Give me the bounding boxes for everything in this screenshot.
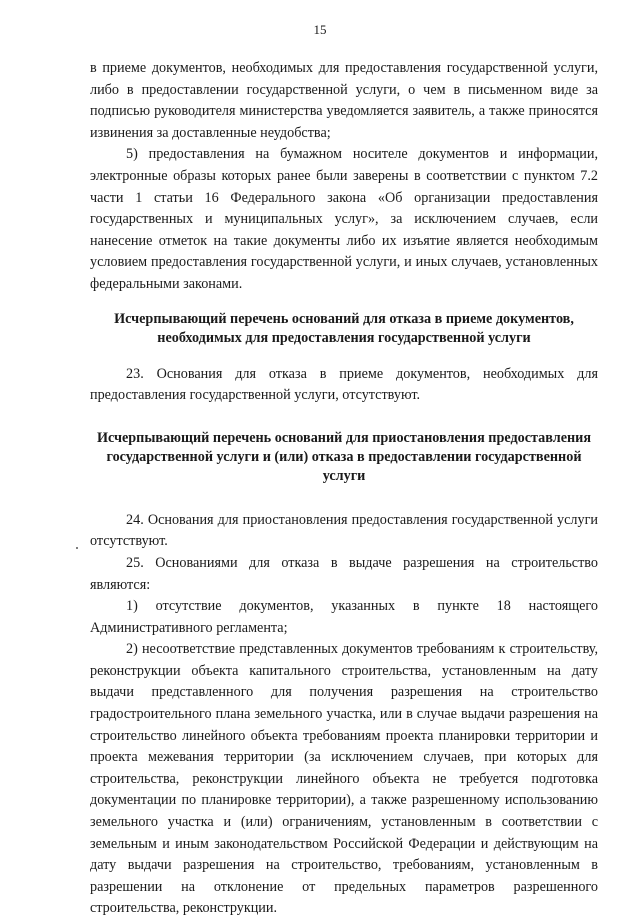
section-heading-suspension-refusal: Исчерпывающий перечень оснований для приостановления предоставления государственной услуги и (или) отказа в предоставлении государственной услуги [96,429,592,484]
paragraph-25-item-2: 2) несоответствие представленных документов требованиям к строительству, реконструкции объекта капитального строительства, установленным на дату выдачи представленного для получения разрешения на строительство градостроительного плана земельного участка, или в случае выдачи разрешения на строительство линейного объекта требованиям проекта планировки территории и проекта межевания территории (за исключением случаев, при которых для строительства, реконструкции линейного объекта не требуется подготовка документации по планировке территории), а также разрешенному использованию земельного участка и (или) ограничениям, установленным в соответствии с земельным и иным законодательством Российской Федерации и действующим на дату выдачи разрешения на строительство, требованиям, установленным в разрешении на отклонение от предельных параметров разрешенного строительства, реконструкции. [90,641,598,917]
document-body [90,58,598,920]
scan-speck [76,547,78,549]
paragraph-continuation: в приеме документов, необходимых для предоставления государственной услуги, либо в предоставлении государственной услуги, о чем в письменном виде за подписью руководителя министерства уведомляется заявитель, а также приносятся извинения за доставленные неудобства; [90,60,598,141]
section-heading-refusal-acceptance: Исчерпывающий перечень оснований для отказа в приеме документов, необходимых для предоставления государственной услуги [114,310,574,346]
paragraph-item-5: 5) предоставления на бумажном носителе документов и информации, электронные образы которых ранее были заверены в соответствии с пунктом 7.2 части 1 статьи 16 Федерального закона «Об организации предоставления государственных и муниципальных услуг», за исключением случаев, если нанесение отметок на такие документы либо их изъятие является необходимым условием предоставления государственной услуги, и иных случаев, установленных федеральными законами. [90,146,598,292]
paragraph-25: 25. Основаниями для отказа в выдаче разрешения на строительство являются: [90,554,598,593]
paragraph-24: 24. Основания для приостановления предоставления государственной услуги отсутствуют. [90,511,598,550]
paragraph-25-item-1: 1) отсутствие документов, указанных в пункте 18 настоящего Административного регламента; [90,598,598,636]
paragraph-23: 23. Основания для отказа в приеме документов, необходимых для предоставления государственной услуги, отсутствуют. [90,365,598,404]
page-number: 15 [313,22,327,37]
